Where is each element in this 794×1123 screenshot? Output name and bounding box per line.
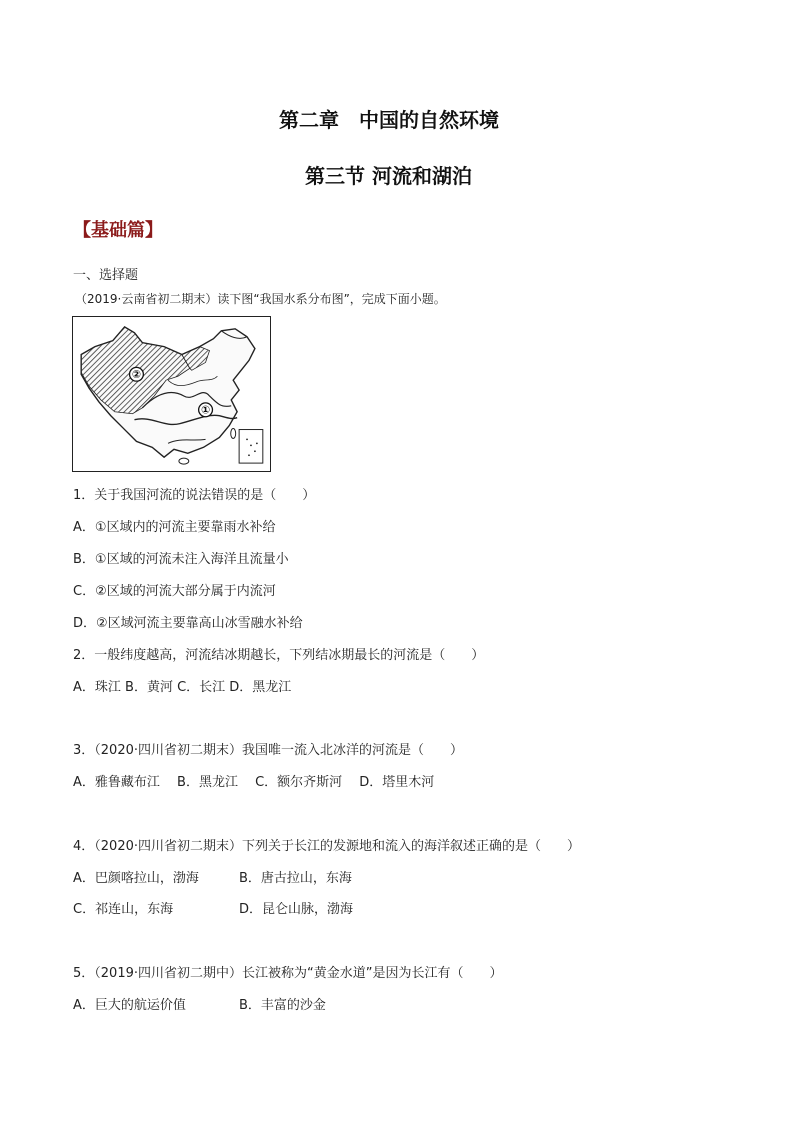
question-1-stem: 1．关于我国河流的说法错误的是（ ） — [73, 488, 316, 503]
level-label: 【基础篇】 — [73, 220, 163, 241]
question-4-option-a: A．巴颜喀拉山，渤海 — [73, 871, 199, 886]
question-1-option-d: D．②区域河流主要靠高山冰雪融水补给 — [73, 616, 303, 631]
chapter-title: 第二章 中国的自然环境 — [279, 108, 499, 132]
taiwan-island — [231, 429, 236, 439]
china-water-system-map — [72, 316, 271, 472]
south-china-sea-inset — [239, 430, 263, 464]
part-label: 一、选择题 — [73, 268, 139, 283]
section-title: 第三节 河流和湖泊 — [305, 164, 472, 188]
china-map-svg — [73, 317, 270, 471]
marker-1-label: ① — [200, 403, 211, 417]
question-5-option-a: A．巨大的航运价值 — [73, 998, 186, 1013]
question-4-option-c: C．祁连山，东海 — [73, 902, 174, 917]
question-1-option-c: C．②区域的河流大部分属于内流河 — [73, 584, 276, 599]
question-4-option-b: B．唐古拉山，东海 — [239, 871, 352, 886]
question-3-options: A．雅鲁藏布江 B．黑龙江 C．额尔齐斯河 D．塔里木河 — [73, 775, 435, 790]
question-1-option-a: A．①区域内的河流主要靠雨水补给 — [73, 520, 276, 535]
hainan-island — [179, 458, 189, 464]
group-source: （2019·云南省初二期末）读下图“我国水系分布图”，完成下面小题。 — [75, 292, 446, 306]
question-2-options: A．珠江 B．黄河 C．长江 D．黑龙江 — [73, 680, 292, 695]
question-3-stem: 3．（2020·四川省初二期末）我国唯一流入北冰洋的河流是（ ） — [73, 743, 463, 758]
question-5-stem: 5．（2019·四川省初二期中）长江被称为“黄金水道”是因为长江有（ ） — [73, 966, 503, 981]
question-5-option-b: B．丰富的沙金 — [239, 998, 326, 1013]
question-1-option-b: B．①区域的河流未注入海洋且流量小 — [73, 552, 289, 567]
question-4-stem: 4．（2020·四川省初二期末）下列关于长江的发源地和流入的海洋叙述正确的是（ ） — [73, 839, 580, 854]
question-2-stem: 2．一般纬度越高，河流结冰期越长，下列结冰期最长的河流是（ ） — [73, 648, 485, 663]
marker-2-label: ② — [131, 368, 142, 382]
question-4-option-d: D．昆仑山脉，渤海 — [239, 902, 354, 917]
